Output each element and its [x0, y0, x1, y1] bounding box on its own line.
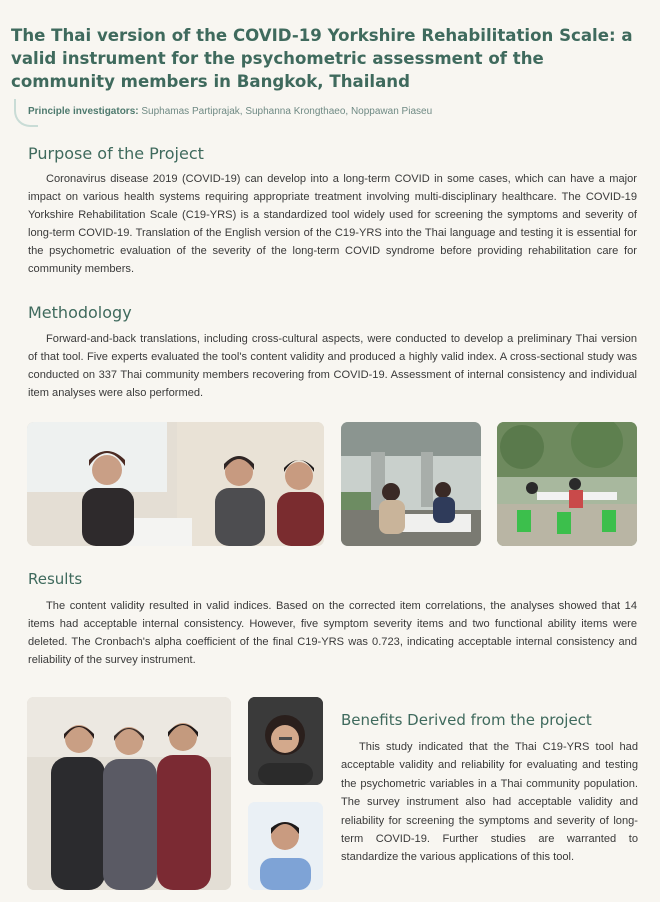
- purpose-heading: Purpose of the Project: [28, 144, 204, 163]
- purpose-text: Coronavirus disease 2019 (COVID-19) can develop into a long-term COVID in some cases, which can have a major impact on various health systems requiring appropriate treatment involving multi-disciplinary healthcare. The COVID-19 Yorkshire Rehabilitation Scale (C19-YRS) is a standardized tool widely used for screening the symptoms and severity of long-term COVID-19. Translation of the English version of the C19-YRS into the Thai language and testing it is essential for the psychometric evaluation of the severity of the long-term COVID syndrome before providing rehabilitation care for community members.: [28, 173, 637, 275]
- photo-investigator-portrait-2: [248, 802, 323, 890]
- investigators-label: Principle investigators:: [28, 106, 139, 117]
- photo-community-survey: [341, 422, 481, 546]
- investigators-names: Suphamas Partiprajak, Suphanna Krongthaeo, Noppawan Piaseu: [141, 106, 433, 117]
- methodology-heading: Methodology: [28, 303, 132, 322]
- investigators-line: [28, 106, 432, 117]
- investigators-block: [14, 99, 614, 129]
- results-text: The content validity resulted in valid indices. Based on the corrected item correlations, the analyses showed that 14 items had acceptable internal consistency. However, five symptom severity items and two functional ability items were deleted. The Cronbach's alpha coefficient of the final C19-YRS was 0.723, indicating acceptable internal consistency and reliability of the survey instrument.: [28, 600, 637, 666]
- results-heading: Results: [28, 570, 83, 588]
- benefits-text: This study indicated that the Thai C19-YRS tool had acceptable validity and reliability for evaluating and testing the psychometric variables in a Thai community population. The survey instrument also had acceptable validity and reliability for screening the symptoms and severity of long-term COVID-19. Further studies are warranted to standardize the various applications of this tool.: [341, 741, 638, 864]
- photo-team-meeting: [27, 422, 324, 546]
- page-title: The Thai version of the COVID-19 Yorkshire Rehabilitation Scale: a valid instrument for the psychometric assessment of the community members in Bangkok, Thailand: [11, 26, 633, 91]
- methodology-text: Forward-and-back translations, including cross-cultural aspects, were conducted to develop a preliminary Thai version of that tool. Five experts evaluated the tool's content validity and produced a highly valid index. A cross-sectional study was conducted on 337 Thai community members recovering from COVID-19. Assessment of internal consistency and individual item analyses were also performed.: [28, 333, 637, 399]
- photo-investigator-portrait-1: [248, 697, 323, 785]
- photo-investigators-group: [27, 697, 231, 890]
- photo-outdoor-gathering: [497, 422, 637, 546]
- benefits-heading: Benefits Derived from the project: [341, 711, 592, 729]
